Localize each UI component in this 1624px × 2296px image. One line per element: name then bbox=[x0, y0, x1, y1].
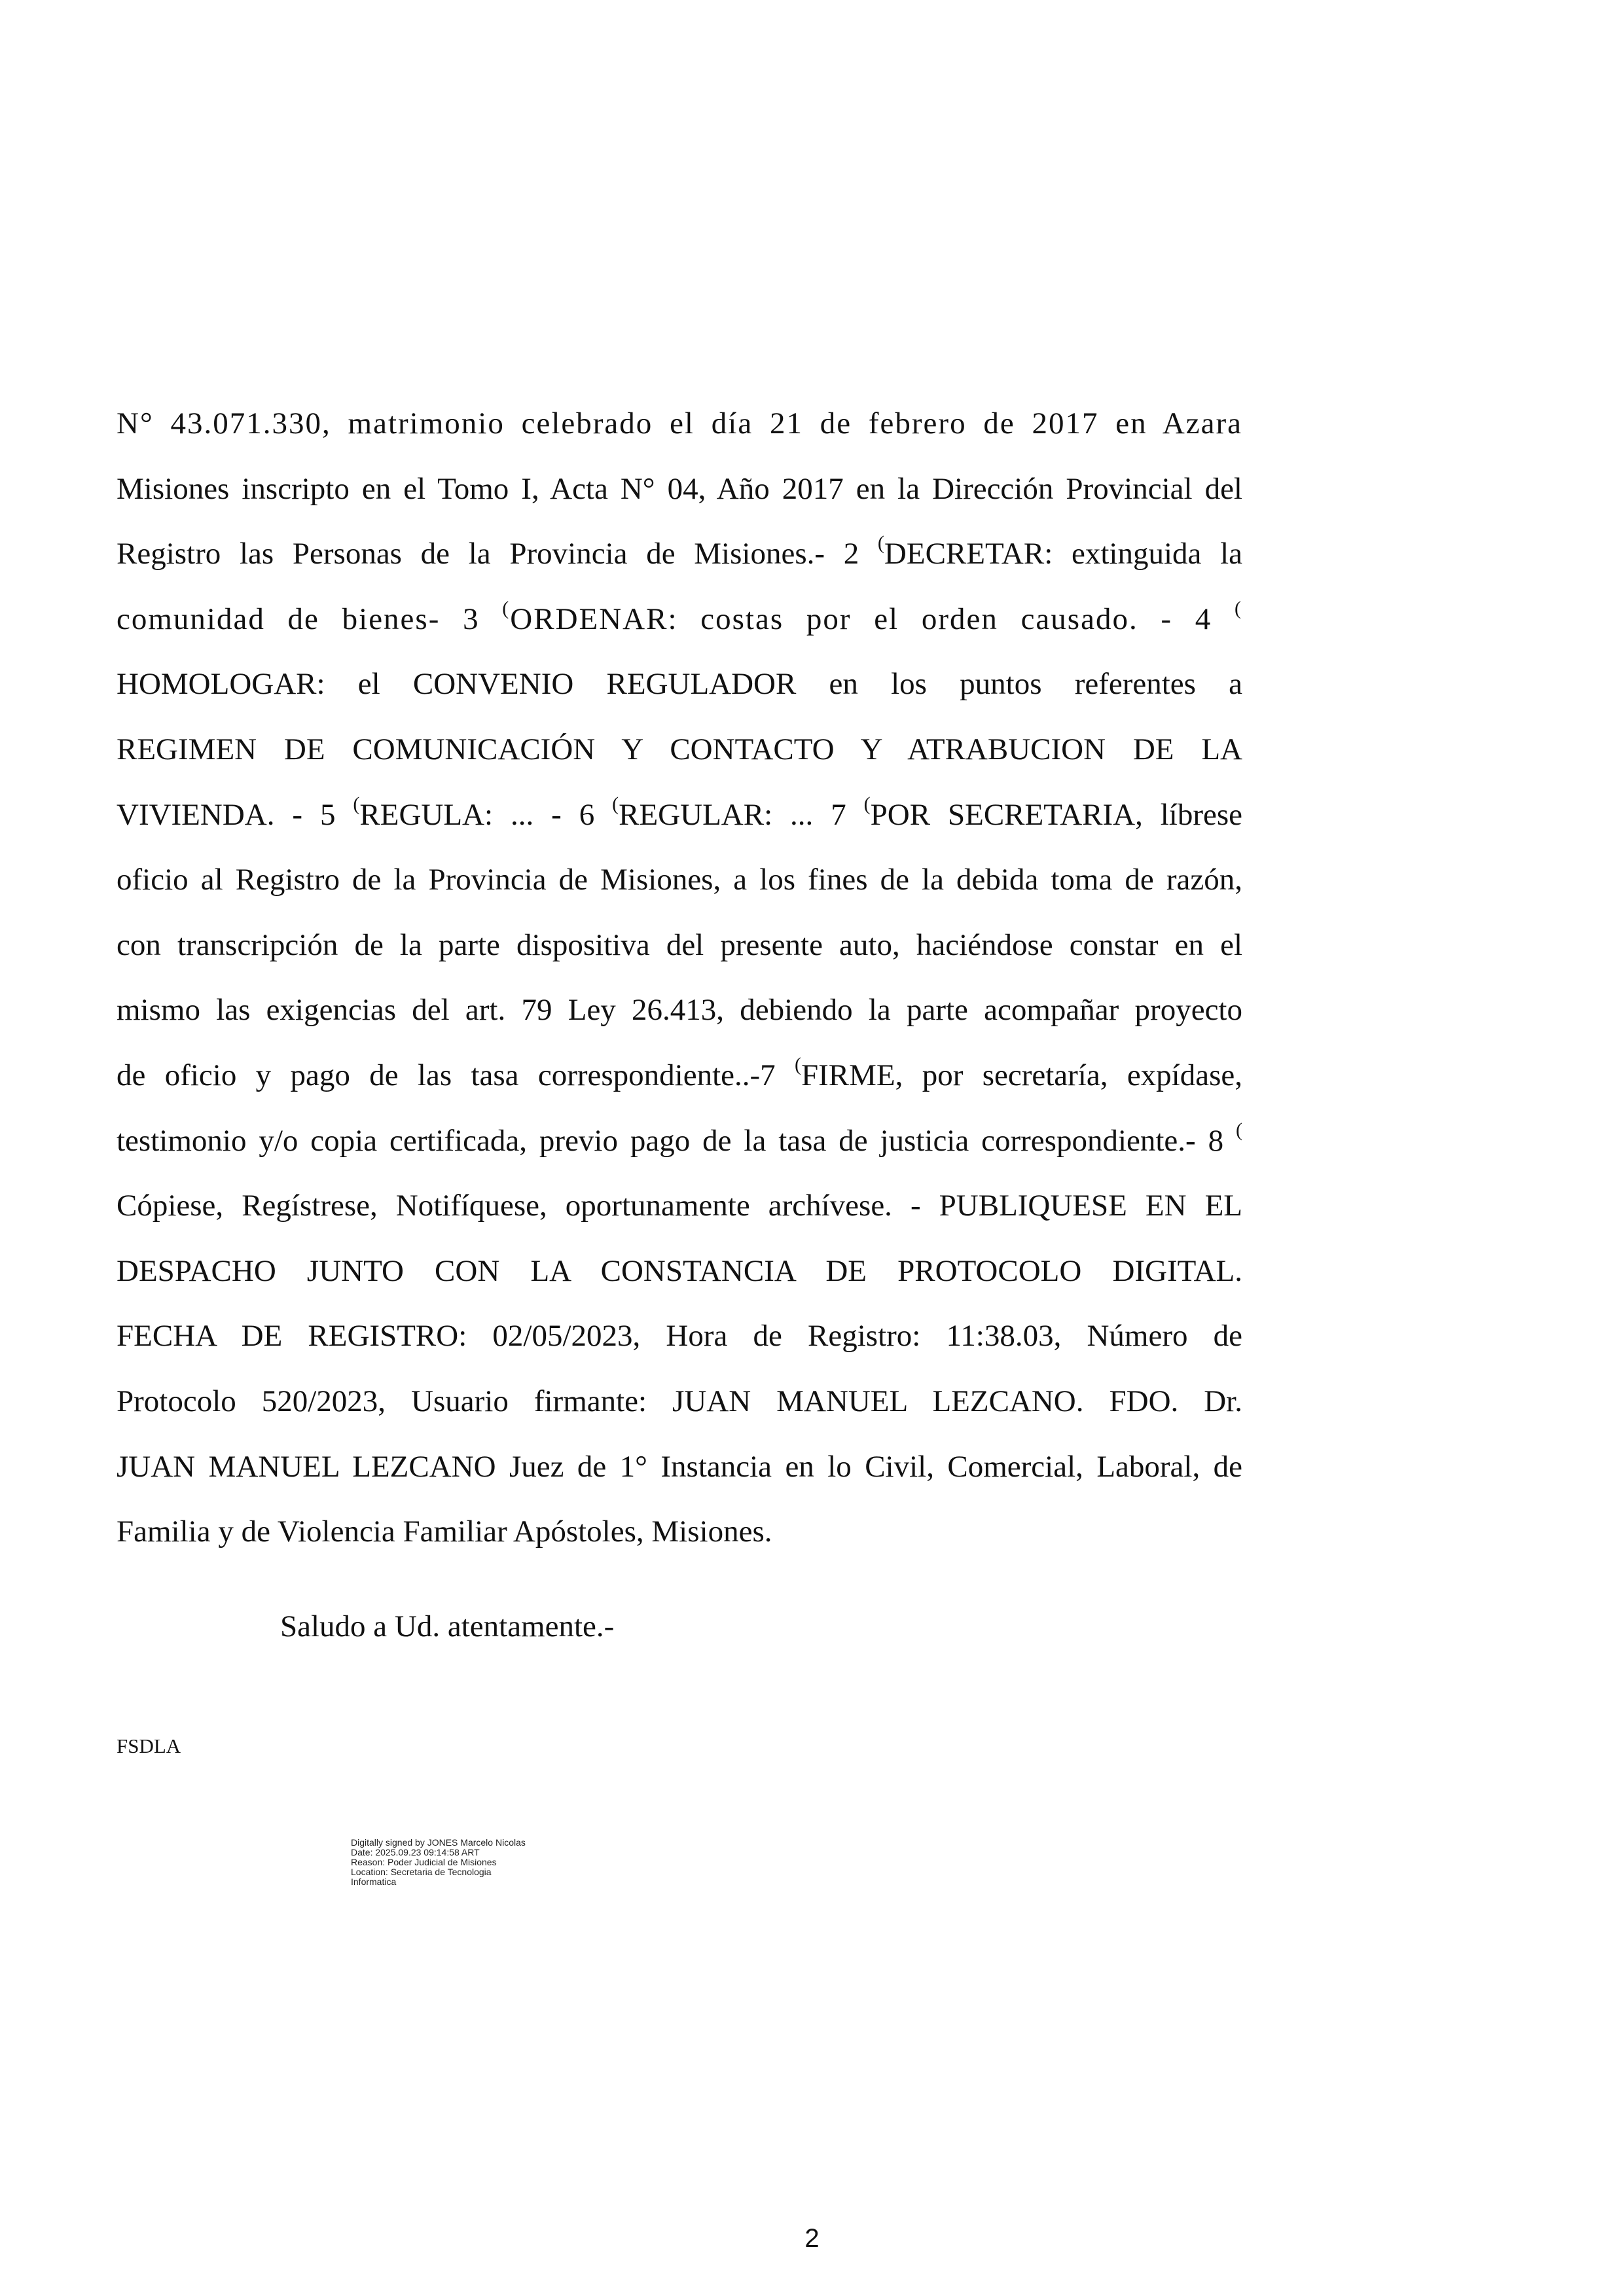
footnote-marker: ( bbox=[1236, 1119, 1242, 1141]
body-line-text: FECHA DE REGISTRO: 02/05/2023, Hora de Registro: 11:38.03, Número de bbox=[117, 1319, 1242, 1354]
footnote-marker: ( bbox=[863, 793, 871, 815]
body-line-text: Registro las Personas de la Provincia de Misiones.- 2 bbox=[117, 537, 878, 571]
body-line bbox=[117, 1043, 1242, 1109]
body-line bbox=[117, 652, 1242, 717]
digital-signature-stamp bbox=[351, 1838, 586, 1887]
body-line-text: JUAN MANUEL LEZCANO Juez de 1° Instancia en lo Civil, Comercial, Laboral, de bbox=[117, 1449, 1242, 1484]
footnote-marker: ( bbox=[612, 793, 619, 815]
body-line-text: REGULA: ... - 6 bbox=[359, 797, 613, 832]
body-line-text: oficio al Registro de la Provincia de Misiones, a los fines de la debida toma de razón, bbox=[117, 863, 1242, 897]
body-line-text: N° 43.071.330, matrimonio celebrado el día 21 de febrero de 2017 en Azara bbox=[117, 406, 1242, 440]
body-line-text: Protocolo 520/2023, Usuario firmante: JUAN MANUEL LEZCANO. FDO. Dr. bbox=[117, 1384, 1242, 1418]
body-line-text: Cópiese, Regístrese, Notifíquese, oportunamente archívese. - PUBLIQUESE EN EL bbox=[117, 1189, 1242, 1223]
body-line bbox=[117, 457, 1242, 522]
footnote-marker: ( bbox=[353, 793, 360, 815]
signature-location: Location: Secretaria de Tecnologia bbox=[351, 1867, 492, 1877]
body-line-text: Familia y de Violencia Familiar Apóstoles, Misiones. bbox=[117, 1515, 772, 1549]
body-line-text: DECRETAR: extinguida la bbox=[884, 537, 1242, 571]
body-line bbox=[117, 978, 1242, 1043]
body-line bbox=[117, 783, 1242, 848]
body-line-text: mismo las exigencias del art. 79 Ley 26.413, debiendo la parte acompañar proyecto bbox=[117, 993, 1242, 1028]
body-line-text: DESPACHO JUNTO CON LA CONSTANCIA DE PROTOCOLO DIGITAL. bbox=[117, 1253, 1242, 1288]
body-line-text: REGULAR: ... 7 bbox=[619, 797, 864, 832]
footnote-marker: ( bbox=[795, 1053, 801, 1075]
body-line bbox=[117, 1174, 1242, 1239]
body-line-text: REGIMEN DE COMUNICACIÓN Y CONTACTO Y ATRABUCION DE LA bbox=[117, 732, 1242, 766]
closing-salutation: Saludo a Ud. atentamente.- bbox=[280, 1609, 615, 1643]
body-line bbox=[117, 1304, 1242, 1369]
body-line bbox=[117, 848, 1242, 913]
body-line-text: comunidad de bienes- 3 bbox=[117, 601, 503, 636]
body-line-text: POR SECRETARIA, líbrese bbox=[870, 797, 1243, 832]
page-number: 2 bbox=[804, 2224, 820, 2253]
body-line bbox=[117, 717, 1242, 783]
body-line-text: ORDENAR: costas por el orden causado. - 4 bbox=[510, 601, 1235, 636]
signature-date: Date: 2025.09.23 09:14:58 ART bbox=[351, 1847, 480, 1857]
body-line bbox=[117, 1369, 1242, 1435]
body-line bbox=[117, 587, 1242, 653]
body-line bbox=[117, 1109, 1242, 1174]
body-line-text: VIVIENDA. - 5 bbox=[117, 797, 353, 832]
body-line-text: FIRME, por secretaría, expídase, bbox=[801, 1058, 1242, 1092]
footnote-marker: ( bbox=[877, 532, 884, 554]
footnote-marker: ( bbox=[1235, 597, 1242, 619]
body-line bbox=[117, 522, 1242, 587]
body-line bbox=[117, 1499, 1242, 1565]
author-initials: FSDLA bbox=[117, 1734, 181, 1757]
body-line bbox=[117, 1435, 1242, 1500]
body-line bbox=[117, 913, 1242, 978]
signature-signer: Digitally signed by JONES Marcelo Nicolas bbox=[351, 1837, 526, 1848]
signature-location-cont: Informatica bbox=[351, 1876, 397, 1887]
signature-reason: Reason: Poder Judicial de Misiones bbox=[351, 1857, 497, 1867]
resolution-body-text bbox=[117, 391, 1242, 1565]
body-line-text: de oficio y pago de las tasa correspondiente..-7 bbox=[117, 1058, 795, 1092]
footnote-marker: ( bbox=[502, 597, 511, 619]
body-line-text: HOMOLOGAR: el CONVENIO REGULADOR en los puntos referentes a bbox=[117, 667, 1242, 702]
body-line-text: Misiones inscripto en el Tomo I, Acta N° 04, Año 2017 en la Dirección Provincial del bbox=[117, 471, 1242, 506]
body-line-text: con transcripción de la parte dispositiva del presente auto, haciéndose constar en el bbox=[117, 927, 1242, 962]
body-line bbox=[117, 1239, 1242, 1304]
body-line-text: testimonio y/o copia certificada, previo pago de la tasa de justicia correspondiente.- 8 bbox=[117, 1123, 1236, 1158]
body-line bbox=[117, 391, 1242, 457]
